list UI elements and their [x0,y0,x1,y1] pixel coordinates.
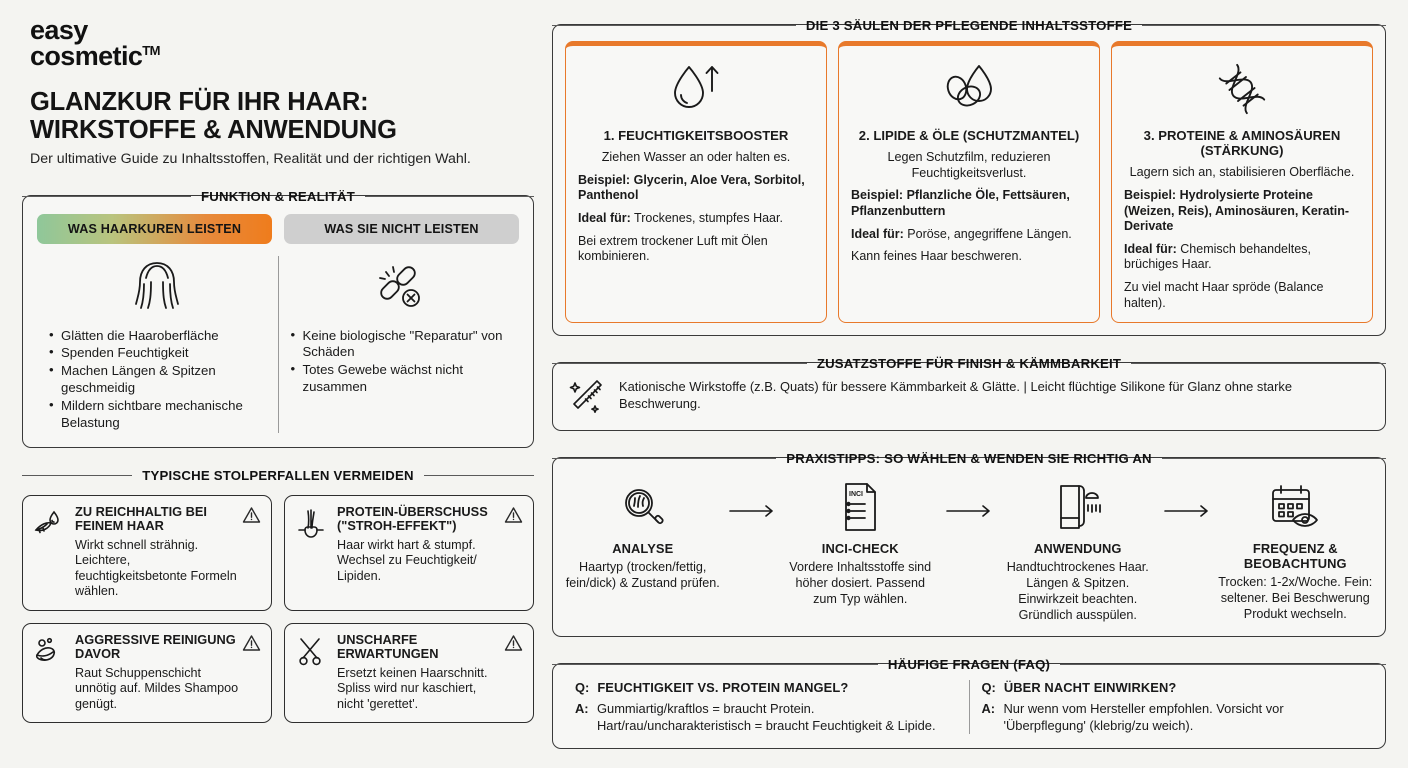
trap-card-body [75,633,261,712]
trap-card-title: AGGRESSIVE REINIGUNG DAVOR [75,631,236,662]
faq-answer-text: Nur wenn vom Hersteller empfohlen. Vorsicht vor 'Überpflegung' (klebrig/zu weich). [1003,701,1284,733]
step-title: ANALYSE [612,541,674,557]
step-analyse[interactable] [565,476,721,592]
pill-was-sie-nicht-leisten[interactable]: WAS SIE NICHT LEISTEN [284,214,519,244]
trap-card-zu-reichhaltig[interactable] [22,495,272,611]
step-inci-check[interactable] [783,476,939,608]
pillar-ideal-value: Poröse, angegriffene Längen. [907,226,1072,241]
trap-card-unscharfe-erwartungen[interactable] [284,623,534,723]
trap-card-text: Raut Schuppenschicht unnötig auf. Mildes Shampoo genügt. [75,665,239,711]
step-title: INCI-CHECK [821,541,899,557]
header-rule-left [552,25,796,26]
arrow-right-icon [721,476,783,518]
stolperfallen-grid [22,495,534,723]
calendar-eye-icon [1268,476,1322,532]
pillar-ideal [1124,242,1360,273]
pillar-title: 2. LIPIDE & ÖLE (SCHUTZMANTEL) [858,128,1080,143]
pillar-card-feuchtigkeitsbooster[interactable] [565,41,827,323]
page-title [30,89,534,144]
faq-question-key: Q: [575,679,590,695]
header-rule-left [552,363,807,364]
section-stolperfallen [22,468,534,723]
svg-text:INCI: INCI [849,491,864,499]
faq-question-text: ÜBER NACHT EINWIRKEN? [1003,679,1177,695]
right-column [552,18,1386,750]
faq-answer-key: A: [981,701,996,717]
zusatzstoffe-text: Kationische Wirkstoffe (z.B. Quats) für bessere Kämmbarkeit & Glätte. | Leicht flüchtige Silikone für Glanz ohne starke Beschwerung. [619,379,1293,412]
pill-was-haarkuren-leisten[interactable]: WAS HAARKUREN LEISTEN [37,214,272,244]
section-faq [552,657,1386,749]
pillar-lead: Lagern sich an, stabilisieren Oberfläche. [1129,165,1355,180]
pillar-title: 1. FEUCHTIGKEITSBOOSTER [603,128,789,143]
warning-triangle-icon [242,634,261,652]
pillar-example-value: Hydrolysierte Proteine (Weizen, Reis), Aminosäuren, Keratin-Derivate [1124,187,1350,234]
header-rule-left [22,196,191,197]
trap-card-body [337,505,523,600]
faq-question-text: FEUCHTIGKEIT VS. PROTEIN MANGEL? [597,679,849,695]
funktion-toggle-group [37,214,519,244]
pillar-example [851,188,1087,219]
warning-triangle-icon [242,506,261,524]
towel-shower-icon [1051,476,1105,532]
section-label-stolperfallen: TYPISCHE STOLPERFALLEN VERMEIDEN [142,467,414,483]
trap-card-protein-ueberschuss[interactable] [284,495,534,611]
trap-card-text: Haar wirkt hart & stumpf. Wechsel zu Feuchtigkeit/ Lipiden. [337,537,477,583]
section-funktion-realitaet [22,189,534,448]
trap-card-title: ZU REICHHALTIG BEI FEINEM HAAR [75,503,207,534]
pillar-title: 3. PROTEINE & AMINOSÄUREN (STÄRKUNG) [1143,128,1341,159]
trap-card-title: UNSCHARFE ERWARTUNGEN [337,631,439,662]
nuts-oil-drop-icon [938,58,1000,120]
funktion-left-half [37,256,278,433]
zusatzstoffe-panel [552,362,1386,431]
pillar-card-proteine-aminosaeuren[interactable] [1111,41,1373,323]
header-rule-right [365,196,534,197]
faq-item-feuchtigkeit-vs-protein [563,680,969,734]
broken-chain-icon [368,256,430,318]
page-subtitle: Der ultimative Guide zu Inhaltsstoffen, Realität und der richtigen Wahl. [30,150,471,167]
header-rule-right [1131,363,1386,364]
faq-answer-text: Gummiartig/kraftlos = braucht Protein. Hart/rau/uncharakteristisch = braucht Feuchtigkeit & Lipide. [597,701,936,733]
pillar-ideal-label: Ideal für: [1124,241,1177,256]
trap-card-body [75,505,261,600]
step-title: FREQUENZ & BEOBACHTUNG [1243,541,1347,572]
hair-follicle-icon [295,505,329,600]
comb-sparkle-icon [567,377,609,417]
section-label-faq: HÄUFIGE FRAGEN (FAQ) [887,656,1051,672]
faq-item-ueber-nacht-einwirken [969,680,1376,734]
list-item: • Machen Längen & Spitzen geschmeidig [47,363,268,397]
pillar-ideal-label: Ideal für: [578,211,631,226]
pillar-example [1124,188,1360,235]
page-title-line-1: GLANZKUR FÜR IHR HAAR: [30,88,369,117]
faq-answer-row [982,701,1364,734]
header-rule-right [1142,25,1386,26]
faq-answer-key: A: [575,701,589,717]
pillar-lead: Legen Schutzfilm, reduzieren Feuchtigkeitsverlust. [887,150,1051,180]
step-text: Haartyp (trocken/fettig, fein/dick) & Zustand prüfen. [565,560,720,591]
section-label-funktion: FUNKTION & REALITÄT [201,188,355,204]
pillar-ideal-value: Trockenes, stumpfes Haar. [634,211,783,226]
funktion-right-bullets [289,328,510,398]
arrow-right-icon [1156,476,1218,518]
step-anwendung[interactable] [1000,476,1156,623]
arrow-right-icon [938,476,1000,518]
brand-line-2 [30,40,534,71]
pillars-panel [552,24,1386,336]
brand-line-1: easy [30,15,88,45]
page-title-line-2: WIRKSTOFFE & ANWENDUNG [30,115,397,144]
dna-helix-icon [1211,58,1273,120]
section-header-stolperfallen [22,468,534,483]
pillar-example-value: Pflanzliche Öle, Fettsäuren, Pflanzenbuttern [851,188,1070,219]
trap-card-title: PROTEIN-ÜBERSCHUSS ("STROH-EFFEKT") [337,503,488,534]
funktion-body [37,256,519,433]
pillar-ideal-label: Ideal für: [851,226,904,241]
header-rule-left [22,475,132,476]
feather-droplet-icon [33,505,67,600]
inci-document-icon [838,476,882,532]
pillar-example-label: Beispiel: [1124,187,1177,202]
pillar-lead: Ziehen Wasser an oder halten es. [601,150,791,165]
trap-card-text: Ersetzt keinen Haarschnitt. Spliss wird nur kaschiert, nicht 'gerettet'. [337,665,488,711]
brand-logo [30,15,534,71]
pillar-example-label: Beispiel: [578,172,631,187]
pillar-card-lipide-oele[interactable] [838,41,1100,323]
funktion-left-bullets [47,328,268,433]
faq-question-key: Q: [981,679,996,695]
brand-line-2-text: cosmetic [30,40,143,71]
section-praxistipps [552,451,1386,636]
faq-answer-row [575,701,957,734]
water-drop-up-arrow-icon [665,58,727,120]
pillar-ideal [851,227,1087,243]
pillar-example-label: Beispiel: [851,188,904,203]
pillar-note: Bei extrem trockener Luft mit Ölen kombinieren. [578,233,768,264]
pillar-ideal-value: Chemisch behandeltes, brüchiges Haar. [1124,241,1311,272]
woman-hair-icon [126,256,188,318]
section-pillars [552,18,1386,336]
header-rule-left [552,664,878,665]
step-frequenz-beobachtung[interactable] [1218,476,1374,623]
scissors-icon [295,633,329,712]
section-zusatzstoffe [552,356,1386,431]
praxistipps-panel [552,457,1386,636]
header-rule-right [1060,664,1386,665]
left-column [22,15,534,750]
pillar-ideal [578,211,814,227]
pillar-example [578,173,814,204]
list-item: • Mildern sichtbare mechanische Belastung [47,398,268,432]
trap-card-body [337,633,523,712]
section-label-zusatzstoffe: ZUSATZSTOFFE FÜR FINISH & KÄMMBARKEIT [816,356,1122,372]
faq-panel [552,663,1386,749]
list-item: • Totes Gewebe wächst nicht zusammen [289,362,510,396]
step-text: Handtuchtrockenes Haar. Längen & Spitzen. Einwirkzeit beachten. Gründlich ausspülen. [1006,560,1149,622]
warning-triangle-icon [504,506,523,524]
step-text: Vordere Inhaltsstoffe sind höher dosiert. Passend zum Typ wählen. [789,560,932,607]
header-rule-right [1162,458,1386,459]
faq-question-row [982,680,1364,696]
faq-question-row [575,680,957,696]
pillar-example-value: Glycerin, Aloe Vera, Sorbitol, Panthenol [578,172,805,203]
warning-triangle-icon [504,634,523,652]
funktion-right-half [278,256,520,433]
header-rule-left [552,458,776,459]
magnifier-hair-icon [619,476,667,532]
shampoo-bubbles-icon [33,633,67,712]
list-item: • Spenden Feuchtigkeit [47,345,268,362]
section-label-praxistipps: PRAXISTIPPS: SO WÄHLEN & WENDEN SIE RICHTIG AN [786,451,1152,467]
step-title: ANWENDUNG [1033,541,1122,557]
section-label-pillars: DIE 3 SÄULEN DER PFLEGENDE INHALTSSTOFFE [805,18,1133,33]
trademark-mark: TM [142,42,160,58]
trap-card-text: Wirkt schnell strähnig. Leichtere, feuchtigkeitsbetonte Formeln wählen. [75,537,237,599]
pillar-note: Kann feines Haar beschweren. [851,249,1022,264]
trap-card-aggressive-reinigung[interactable] [22,623,272,723]
step-text: Trocken: 1-2x/Woche. Fein: seltener. Bei Beschwerung Produkt wechseln. [1218,575,1373,622]
list-item: • Keine biologische "Reparatur" von Schäden [289,328,510,362]
header-rule-right [424,475,534,476]
list-item: • Glätten die Haaroberfläche [47,328,268,345]
pillar-note: Zu viel macht Haar spröde (Balance halten). [1124,280,1324,310]
funktion-panel [22,195,534,448]
